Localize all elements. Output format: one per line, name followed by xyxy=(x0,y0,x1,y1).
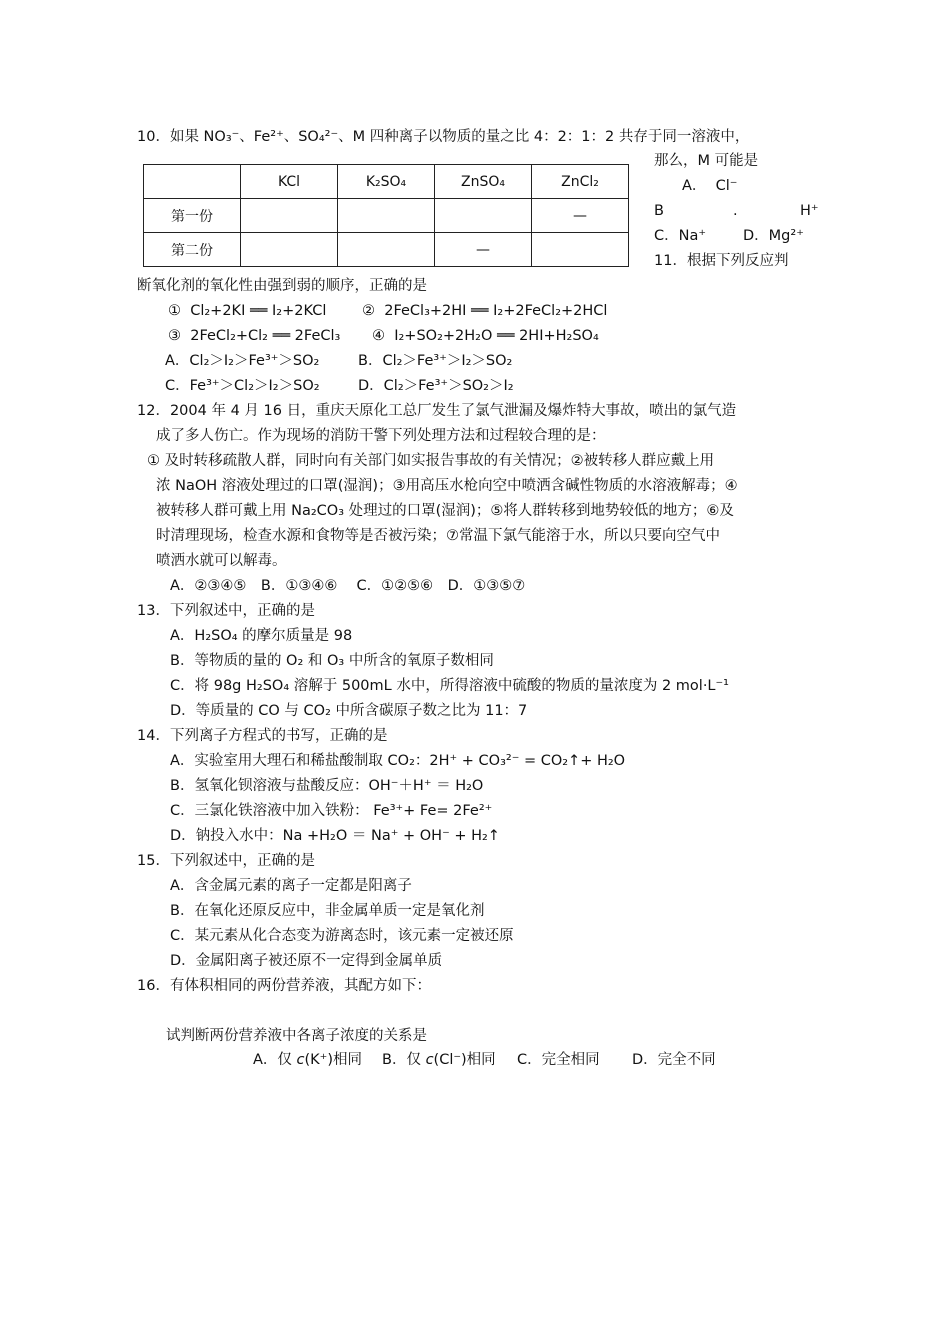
q12-line6: 时清理现场，检查水源和食物等是否被污染；⑦常温下氯气能溶于水，所以只要向空气中 xyxy=(156,528,720,544)
q11-option-c: C．Fe³⁺＞Cl₂＞I₂＞SO₂ xyxy=(165,378,320,394)
q13-option-b: B．等物质的量的 O₂ 和 O₃ 中所含的氧原子数相同 xyxy=(170,653,494,669)
q11-reaction-4-eq: I₂+SO₂+2H₂O ══ 2HI+H₂SO₄ xyxy=(394,328,599,344)
q15-option-b: B．在氧化还原反应中，非金属单质一定是氧化剂 xyxy=(170,903,485,919)
q11-reaction-3-eq: 2FeCl₂+Cl₂ ══ 2FeCl₃ xyxy=(190,328,341,344)
q16-option-b-c: c xyxy=(425,1052,434,1068)
table-cell: — xyxy=(532,199,629,233)
table-header-cell: KCl xyxy=(241,165,338,199)
q11-reaction-3 xyxy=(168,326,340,346)
q10-option-b-label: B xyxy=(654,203,664,219)
q11-reaction-1-num: ① xyxy=(168,303,181,319)
q13-option-c: C．将 98g H₂SO₄ 溶解于 500mL 水中，所得溶液中硫酸的物质的量浓度为 2 mol·L⁻¹ xyxy=(170,678,729,694)
q11-reaction-2-eq: 2FeCl₃+2HI ══ I₂+2FeCl₂+2HCl xyxy=(384,303,608,319)
q13-stem: 13．下列叙述中，正确的是 xyxy=(137,603,315,619)
q14-option-a: A．实验室用大理石和稀盐酸制取 CO₂：2H⁺ + CO₃²⁻ = CO₂↑+ H₂O xyxy=(170,753,626,769)
q15-option-d: D．金属阳离子被还原不一定得到金属单质 xyxy=(170,953,443,969)
q16-option-d: D．完全不同 xyxy=(632,1052,716,1068)
table-cell: — xyxy=(435,233,532,267)
q16-ask: 试判断两份营养液中各离子浓度的关系是 xyxy=(166,1028,427,1044)
table-header-cell: ZnSO₄ xyxy=(435,165,532,199)
q14-stem: 14．下列离子方程式的书写，正确的是 xyxy=(137,728,388,744)
q11-option-b: B．Cl₂＞Fe³⁺＞I₂＞SO₂ xyxy=(358,353,513,369)
q12-options: A．②③④⑤ B．①③④⑥ C．①②⑤⑥ D．①③⑤⑦ xyxy=(170,578,526,594)
q16-option-b-pre: B．仅 xyxy=(382,1052,426,1068)
q10-line2: 那么，M 可能是 xyxy=(654,153,759,169)
q11-reaction-1 xyxy=(168,301,326,321)
q15-option-c: C．某元素从化合态变为游离态时，该元素一定被还原 xyxy=(170,928,514,944)
q13-option-a: A．H₂SO₄ 的摩尔质量是 98 xyxy=(170,628,353,644)
q16-option-c: C．完全相同 xyxy=(517,1052,600,1068)
table-cell xyxy=(241,199,338,233)
q14-option-c: C．三氯化铁溶液中加入铁粉： Fe³⁺+ Fe= 2Fe²⁺ xyxy=(170,803,493,819)
q10-line1: 10．如果 NO₃⁻、Fe²⁺、SO₄²⁻、M 四种离子以物质的量之比 4：2：1：2 共存于同一溶液中， xyxy=(137,129,750,145)
q14-option-b: B．氢氧化钡溶液与盐酸反应：OH⁻＋H⁺ ＝ H₂O xyxy=(170,778,484,794)
table-header-row xyxy=(144,165,629,199)
q16-option-a-post: (K⁺)相同 xyxy=(304,1052,362,1068)
q11-option-d: D．Cl₂＞Fe³⁺＞SO₂＞I₂ xyxy=(358,378,514,394)
q12-line3: ① 及时转移疏散人群，同时向有关部门如实报告事故的有关情况；②被转移人群应戴上用 xyxy=(147,453,715,469)
q10-option-b-value: H⁺ xyxy=(800,203,819,219)
q10-option-c: C．Na⁺ xyxy=(654,228,707,244)
nutrient-table xyxy=(143,164,629,267)
q11-reaction-4 xyxy=(372,326,599,346)
q16-option-a-c: c xyxy=(296,1052,305,1068)
q11-reaction-2 xyxy=(362,301,607,321)
table-cell xyxy=(435,199,532,233)
table-cell xyxy=(241,233,338,267)
q16-option-a xyxy=(253,1050,362,1070)
q16-option-b xyxy=(382,1050,496,1070)
q13-option-d: D．等质量的 CO 与 CO₂ 中所含碳原子数之比为 11：7 xyxy=(170,703,528,719)
q15-option-a: A．含金属元素的离子一定都是阳离子 xyxy=(170,878,412,894)
q14-option-d: D．钠投入水中：Na +H₂O ＝ Na⁺ + OH⁻ + H₂↑ xyxy=(170,828,500,844)
q11-reaction-3-num: ③ xyxy=(168,328,181,344)
q11-reaction-2-num: ② xyxy=(362,303,375,319)
q12-line1: 12．2004 年 4 月 16 日，重庆天原化工总厂发生了氯气泄漏及爆炸特大事故，喷出的氯气造 xyxy=(137,403,737,419)
q10-option-b-dot: . xyxy=(733,203,738,219)
table-header-cell: ZnCl₂ xyxy=(532,165,629,199)
q11-option-a: A．Cl₂＞I₂＞Fe³⁺＞SO₂ xyxy=(165,353,320,369)
table-cell xyxy=(338,199,435,233)
table-cell: 第一份 xyxy=(144,199,241,233)
q16-stem: 16．有体积相同的两份营养液，其配方如下： xyxy=(137,978,431,994)
table-header-cell: K₂SO₄ xyxy=(338,165,435,199)
q10-option-d: D．Mg²⁺ xyxy=(743,228,804,244)
q12-line5: 被转移人群可戴上用 Na₂CO₃ 处理过的口罩(湿润)；⑤将人群转移到地势较低的地方；⑥及 xyxy=(156,503,734,519)
q16-option-b-post: (Cl⁻)相同 xyxy=(433,1052,496,1068)
q11-reaction-1-eq: Cl₂+2KI ══ I₂+2KCl xyxy=(190,303,327,319)
q16-option-a-pre: A．仅 xyxy=(253,1052,297,1068)
table-cell: 第二份 xyxy=(144,233,241,267)
q11-reaction-4-num: ④ xyxy=(372,328,385,344)
q10-option-a-label: A． xyxy=(682,178,707,194)
q12-line2: 成了多人伤亡。作为现场的消防干警下列处理方法和过程较合理的是： xyxy=(156,428,606,444)
q12-line4: 浓 NaOH 溶液处理过的口罩(湿润)；③用高压水枪向空中喷洒含碱性物质的水溶液解毒；④ xyxy=(156,478,738,494)
q10-option-a xyxy=(682,176,737,196)
q11-intro: 11．根据下列反应判 xyxy=(654,253,789,269)
q10-option-a-value: Cl⁻ xyxy=(715,178,738,194)
q12-line7: 喷洒水就可以解毒。 xyxy=(156,553,287,569)
table-cell xyxy=(532,233,629,267)
table-cell xyxy=(338,233,435,267)
table-row xyxy=(144,233,629,267)
table-row xyxy=(144,199,629,233)
q15-stem: 15．下列叙述中，正确的是 xyxy=(137,853,315,869)
table-header-cell xyxy=(144,165,241,199)
q11-intro-continued: 断氧化剂的氧化性由强到弱的顺序，正确的是 xyxy=(137,278,427,294)
